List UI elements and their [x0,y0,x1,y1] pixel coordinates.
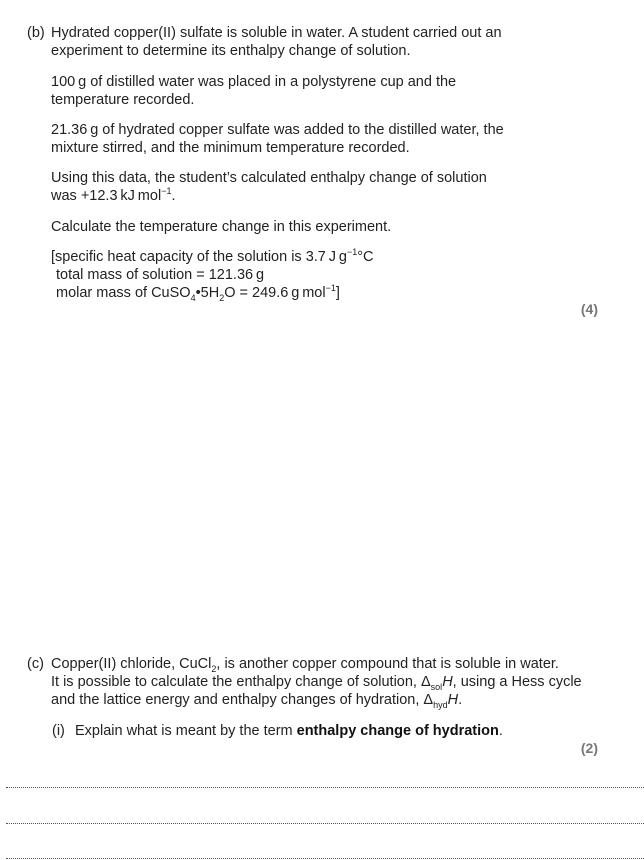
answer-line-2[interactable] [6,823,644,824]
answer-space-b[interactable] [0,320,644,650]
part-b-intro-line2: experiment to determine its enthalpy change of solution. [51,43,411,59]
part-b-para3-line1: Using this data, the student’s calculated enthalpy change of solution [51,170,487,186]
part-c-i-label: (i) [52,723,65,739]
part-c-i-question: Explain what is meant by the term enthalpy change of hydration. [75,723,503,739]
part-b-para1-line1: 100 g of distilled water was placed in a polystyrene cup and the [51,74,457,90]
part-b-para1-line2: temperature recorded. [51,92,195,108]
answer-line-1[interactable] [6,787,644,788]
data-total-mass: total mass of solution = 121.36 g [56,267,265,283]
part-c-label: (c) [27,656,44,672]
part-b-para2-line1: 21.36 g of hydrated copper sulfate was added to the distilled water, the [51,122,504,138]
part-b-para3-line2: was +12.3 kJ mol$^{-1}$. [51,186,176,204]
part-c-line2: It is possible to calculate the enthalpy change of solution, $\Delta_{sol}H$, using a Hess cycle [51,674,582,692]
part-c-line3: and the lattice energy and enthalpy changes of hydration, $\Delta_{hyd}H$. [51,692,463,710]
answer-line-3[interactable] [6,858,644,859]
part-c-i-marks: (2) [580,740,598,756]
part-b-intro-line1: Hydrated copper(II) sulfate is soluble in water. A student carried out an [51,25,502,41]
part-c-line1: Copper(II) chloride, CuCl$_2$, is another copper compound that is soluble in water. [51,656,559,674]
data-specific-heat: [specific heat capacity of the solution is 3.7 J $g^{-1}^\circ C$ [51,247,374,265]
part-b-para2-line2: mixture stirred, and the minimum temperature recorded. [51,140,410,156]
part-b-marks: (4) [580,301,598,317]
data-molar-mass: molar mass of $CuSO_4•5H_2O = 249.6$ g mol$^{-1}$] [56,283,340,303]
part-b-label: (b) [27,25,45,41]
part-b-question: Calculate the temperature change in this experiment. [51,219,392,235]
